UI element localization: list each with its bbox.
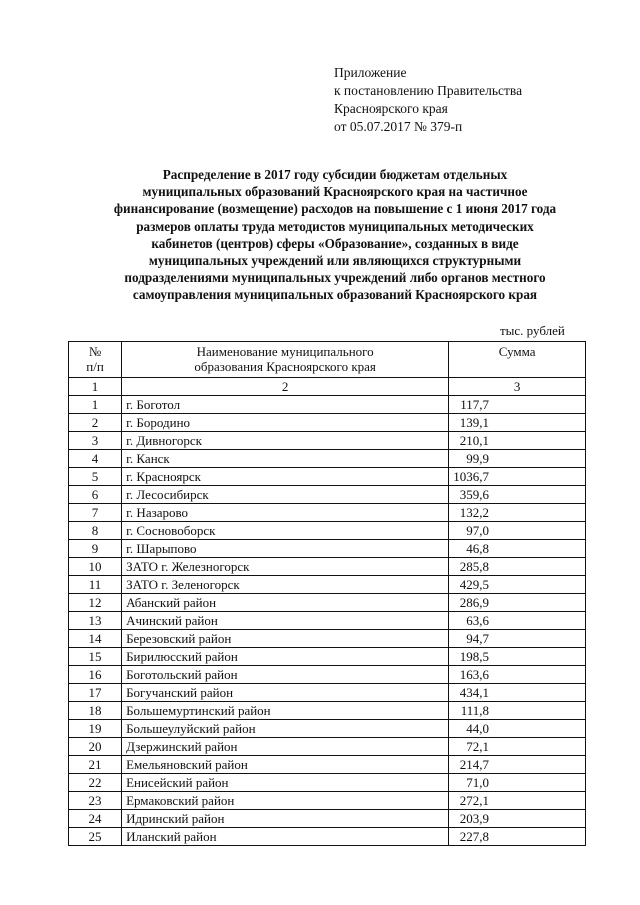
index-cell: 3	[449, 378, 586, 396]
units-label: тыс. рублей	[500, 323, 565, 338]
row-sum-cell: 97,0	[449, 522, 586, 540]
row-sum-cell: 227,8	[449, 828, 586, 846]
header-name-line2: образования Красноярского края	[194, 359, 376, 374]
appendix-line: от 05.07.2017 № 379-п	[334, 119, 463, 134]
row-name-cell: Идринский район	[122, 810, 449, 828]
row-sum-cell: 132,2	[449, 504, 586, 522]
table-row	[69, 414, 586, 432]
row-num-cell: 2	[69, 414, 122, 432]
row-sum-cell: 71,0	[449, 774, 586, 792]
document-title	[70, 166, 600, 304]
column-index-row	[69, 378, 586, 396]
row-num-cell: 25	[69, 828, 122, 846]
subsidy-table	[68, 341, 586, 846]
table-row	[69, 648, 586, 666]
table-row	[69, 504, 586, 522]
row-name-cell: г. Бородино	[122, 414, 449, 432]
row-sum-cell: 198,5	[449, 648, 586, 666]
appendix-line: к постановлению Правительства	[334, 83, 523, 98]
table-row	[69, 612, 586, 630]
row-num-cell: 11	[69, 576, 122, 594]
title-line: муниципальных образований Красноярского края на частичное	[142, 184, 528, 200]
table-row	[69, 630, 586, 648]
table-row	[69, 594, 586, 612]
row-name-cell: Емельяновский район	[122, 756, 449, 774]
title-line: подразделениями муниципальных учреждений либо органов местного	[124, 270, 546, 286]
title-line: самоуправления муниципальных образований Красноярского края	[132, 287, 538, 303]
row-sum-cell: 272,1	[449, 792, 586, 810]
row-name-cell: г. Шарыпово	[122, 540, 449, 558]
row-num-cell: 14	[69, 630, 122, 648]
table-row	[69, 540, 586, 558]
row-num-cell: 23	[69, 792, 122, 810]
row-name-cell: Абанский район	[122, 594, 449, 612]
row-sum-cell: 63,6	[449, 612, 586, 630]
table-row	[69, 720, 586, 738]
row-sum-cell: 286,9	[449, 594, 586, 612]
title-line: Распределение в 2017 году субсидии бюджетам отдельных	[162, 167, 508, 182]
row-sum-cell: 1036,7	[449, 468, 586, 486]
row-num-cell: 20	[69, 738, 122, 756]
row-num-cell: 24	[69, 810, 122, 828]
table-row	[69, 450, 586, 468]
row-num-cell: 19	[69, 720, 122, 738]
appendix-line: Приложение	[334, 65, 407, 80]
row-name-cell: Ачинский район	[122, 612, 449, 630]
table-row	[69, 576, 586, 594]
row-name-cell: г. Красноярск	[122, 468, 449, 486]
row-sum-cell: 117,7	[449, 396, 586, 414]
row-sum-cell: 46,8	[449, 540, 586, 558]
row-num-cell: 7	[69, 504, 122, 522]
row-num-cell: 6	[69, 486, 122, 504]
row-sum-cell: 44,0	[449, 720, 586, 738]
header-num	[69, 342, 122, 378]
row-num-cell: 22	[69, 774, 122, 792]
row-num-cell: 15	[69, 648, 122, 666]
table-row	[69, 396, 586, 414]
row-num-cell: 12	[69, 594, 122, 612]
row-name-cell: г. Боготол	[122, 396, 449, 414]
row-num-cell: 9	[69, 540, 122, 558]
row-name-cell: г. Канск	[122, 450, 449, 468]
header-sum: Сумма	[449, 342, 586, 378]
header-num-line1: №	[88, 344, 102, 359]
table-row	[69, 468, 586, 486]
row-num-cell: 8	[69, 522, 122, 540]
index-cell: 2	[122, 378, 449, 396]
index-cell: 1	[69, 378, 122, 396]
row-name-cell: г. Дивногорск	[122, 432, 449, 450]
row-num-cell: 4	[69, 450, 122, 468]
row-name-cell: Енисейский район	[122, 774, 449, 792]
table-row	[69, 432, 586, 450]
table-row	[69, 738, 586, 756]
row-sum-cell: 72,1	[449, 738, 586, 756]
title-line: кабинетов (центров) сферы «Образование», созданных в виде	[151, 235, 519, 251]
title-line: финансирование (возмещение) расходов на повышение с 1 июня 2017 года	[113, 201, 557, 217]
header-name-line1: Наименование муниципального	[196, 344, 374, 359]
row-name-cell: Большеулуйский район	[122, 720, 449, 738]
header-name	[122, 342, 449, 378]
row-sum-cell: 163,6	[449, 666, 586, 684]
title-line: размеров оплаты труда методистов муниципальных методических	[136, 218, 534, 234]
row-sum-cell: 210,1	[449, 432, 586, 450]
row-name-cell: Дзержинский район	[122, 738, 449, 756]
row-num-cell: 18	[69, 702, 122, 720]
row-name-cell: Большемуртинский район	[122, 702, 449, 720]
row-num-cell: 13	[69, 612, 122, 630]
row-sum-cell: 359,6	[449, 486, 586, 504]
row-num-cell: 21	[69, 756, 122, 774]
table-row	[69, 486, 586, 504]
row-name-cell: Иланский район	[122, 828, 449, 846]
title-line: муниципальных учреждений или являющихся структурными	[148, 253, 522, 269]
row-name-cell: г. Сосновоборск	[122, 522, 449, 540]
row-num-cell: 3	[69, 432, 122, 450]
row-name-cell: Боготольский район	[122, 666, 449, 684]
table-row	[69, 666, 586, 684]
row-sum-cell: 429,5	[449, 576, 586, 594]
row-num-cell: 17	[69, 684, 122, 702]
row-name-cell: Богучанский район	[122, 684, 449, 702]
table-row	[69, 828, 586, 846]
row-sum-cell: 139,1	[449, 414, 586, 432]
row-sum-cell: 111,8	[449, 702, 586, 720]
table-row	[69, 702, 586, 720]
row-name-cell: Березовский район	[122, 630, 449, 648]
appendix-line: Красноярского края	[334, 101, 448, 116]
table-row	[69, 684, 586, 702]
row-name-cell: г. Лесосибирск	[122, 486, 449, 504]
table-row	[69, 558, 586, 576]
row-name-cell: Бирилюсский район	[122, 648, 449, 666]
header-num-line2: п/п	[86, 359, 104, 374]
row-num-cell: 16	[69, 666, 122, 684]
row-num-cell: 10	[69, 558, 122, 576]
row-name-cell: ЗАТО г. Зеленогорск	[122, 576, 449, 594]
row-num-cell: 1	[69, 396, 122, 414]
row-sum-cell: 434,1	[449, 684, 586, 702]
row-sum-cell: 214,7	[449, 756, 586, 774]
row-sum-cell: 285,8	[449, 558, 586, 576]
table-row	[69, 756, 586, 774]
row-name-cell: ЗАТО г. Железногорск	[122, 558, 449, 576]
appendix-block	[334, 64, 624, 136]
table-row	[69, 792, 586, 810]
row-name-cell: г. Назарово	[122, 504, 449, 522]
table-row	[69, 522, 586, 540]
row-sum-cell: 203,9	[449, 810, 586, 828]
table-row	[69, 774, 586, 792]
row-sum-cell: 99,9	[449, 450, 586, 468]
table-header-row	[69, 342, 586, 378]
table-row	[69, 810, 586, 828]
row-num-cell: 5	[69, 468, 122, 486]
row-name-cell: Ермаковский район	[122, 792, 449, 810]
row-sum-cell: 94,7	[449, 630, 586, 648]
